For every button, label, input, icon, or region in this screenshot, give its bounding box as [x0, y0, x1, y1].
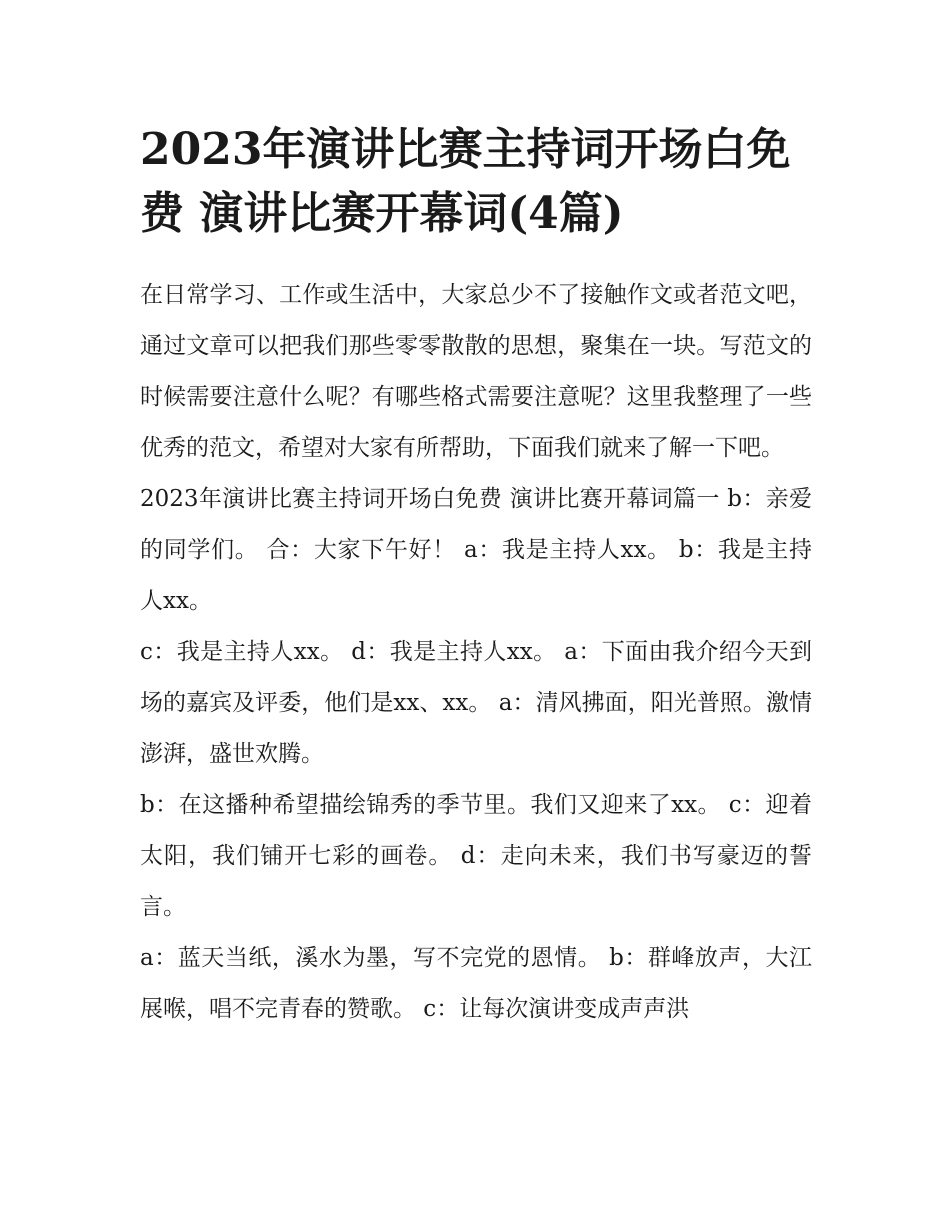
body-paragraph: b：在这播种希望描绘锦秀的季节里。我们又迎来了xx。 c：迎着太阳，我们铺开七彩的画卷。 d：走向未来，我们书写豪迈的誓言。: [140, 792, 812, 920]
document-page: [140, 118, 812, 1035]
document-title: 2023年演讲比赛主持词开场白免费 演讲比赛开幕词(4篇): [140, 124, 791, 239]
intro-paragraph: 在日常学习、工作或生活中，大家总少不了接触作文或者范文吧，通过文章可以把我们那些零零散散的思想，聚集在一块。写范文的时候需要注意什么呢？有哪些格式需要注意呢？这里我整理了一些优秀的范文，希望对大家有所帮助，下面我们就来了解一下吧。: [140, 282, 812, 461]
body-paragraph: a：蓝天当纸，溪水为墨，写不完党的恩情。 b：群峰放声，大江展喉，唱不完青春的赞歌。 c：让每次演讲变成声声洪: [140, 945, 812, 1022]
body-paragraph: 2023年演讲比赛主持词开场白免费 演讲比赛开幕词篇一 b：亲爱的同学们。 合：大家下午好！ a：我是主持人xx。 b：我是主持人xx。: [140, 486, 812, 614]
body-paragraph: c：我是主持人xx。 d：我是主持人xx。 a：下面由我介绍今天到场的嘉宾及评委，他们是xx、xx。 a：清风拂面，阳光普照。激情澎湃，盛世欢腾。: [140, 639, 812, 767]
